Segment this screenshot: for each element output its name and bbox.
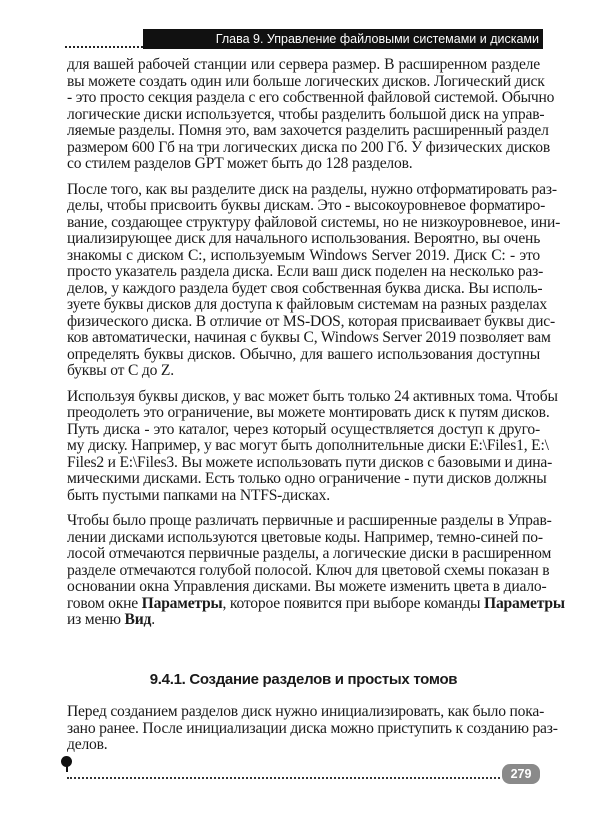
bold-term: Параметры xyxy=(484,594,565,612)
text-line: буквы от C до Z. xyxy=(67,362,174,379)
paragraph xyxy=(67,387,558,505)
section-heading: 9.4.1. Создание разделов и простых томов xyxy=(149,671,458,688)
text-line: циализирующее диск для начального использования. Вероятно, вы очень xyxy=(67,230,541,247)
text-line: логические диски используется, чтобы разделить большой диск на управ- xyxy=(67,105,545,123)
text-line: делы, чтобы присвоить буквы дискам. Это - высокоуровневое форматиро- xyxy=(67,197,546,214)
text-line: зуете буквы дисков для доступа к файловым системам на разных разделах xyxy=(67,296,547,313)
text-line: лосой отмечаются первичные разделы, а логические диски в расширенном xyxy=(67,545,552,562)
text-line: физического диска. В отличие от MS-DOS, которая присваивает буквы дис- xyxy=(67,312,556,330)
text-line: разделе отмечаются голубой полосой. Ключ для цветовой схемы показан в xyxy=(67,561,550,579)
text-span: , которое появится при выборе команды xyxy=(222,594,485,612)
text-line: Перед созданием разделов диск нужно инициализировать, как было пока- xyxy=(67,703,545,720)
text-line: быть пустыми папками на NTFS-дисках. xyxy=(67,486,330,504)
section-body-text xyxy=(67,703,558,763)
text-line xyxy=(67,594,565,613)
paragraph xyxy=(67,180,561,380)
text-line: зано ранее. После инициализации диска можно приступить к созданию раз- xyxy=(67,719,558,737)
page-number: 279 xyxy=(502,764,540,784)
text-line: - это просто секция раздела с его собственной файловой системой. Обычно xyxy=(67,89,555,106)
bullet-marker-icon xyxy=(61,756,72,767)
bold-term: Параметры xyxy=(141,594,223,612)
text-line: Чтобы было проще различать первичные и расширенные разделы в Управ- xyxy=(67,512,552,529)
paragraph xyxy=(67,512,565,629)
text-line: Files2 и E:\Files3. Вы можете использовать пути дисков с базовыми и дина- xyxy=(67,453,553,471)
text-line: вы можете создать один или больше логических дисков. Логический диск xyxy=(67,72,545,90)
text-line: лении дисками используются цветовые коды. Например, темно-синей по- xyxy=(67,528,543,546)
paragraph xyxy=(67,56,555,173)
header-dotted-rule xyxy=(65,46,143,48)
text-line: размером 600 Гб на три логических диска по 200 Гб. У физических дисков xyxy=(67,138,551,156)
text-line: Используя буквы дисков, у вас может быть только 24 активных тома. Чтобы xyxy=(67,387,558,405)
paragraph xyxy=(67,703,558,754)
text-span: говом окне xyxy=(67,594,142,612)
text-line: просто указатель раздела диска. Если ваш диск поделен на несколько раз- xyxy=(67,263,544,280)
text-line: делов. xyxy=(67,736,108,753)
text-line: делов, у каждого раздела будет своя собственная буква диска. Вы исполь- xyxy=(67,279,543,297)
text-line xyxy=(67,612,540,629)
text-line: определять буквы дисков. Обычно, для вашего использования доступны xyxy=(67,345,540,363)
text-line: ляемые разделы. Помня это, вам захочется разделить расширенный раздел xyxy=(67,122,549,139)
text-line: Путь диска - это каталог, через который осуществляется доступ к друго- xyxy=(67,420,540,438)
text-line: со стилем разделов GPT может быть до 128 разделов. xyxy=(67,155,413,172)
bold-term: Вид xyxy=(124,611,152,628)
text-line: основании окна Управления дисками. Вы можете изменить цвета в диало- xyxy=(67,578,547,595)
text-line: После того, как вы разделите диск на разделы, нужно отформатировать раз- xyxy=(67,180,557,198)
text-span: из меню xyxy=(67,611,125,628)
text-line: преодолеть это ограничение, вы можете монтировать диск к путям дисков. xyxy=(67,404,550,421)
text-line: му диску. Например, у вас могут быть дополнительные диски E:\Files1, E:\ xyxy=(67,437,549,454)
text-line: вание, создающее структуру файловой системы, но не низкоуровневое, ини- xyxy=(67,213,561,231)
text-line: ков автоматически, начиная с буквы C, Windows Server 2019 позволяет вам xyxy=(67,329,551,346)
text-line: знакомы с диском C:, используемым Windows Server 2019. Диск C: - это xyxy=(67,246,540,264)
footer-dotted-rule xyxy=(67,777,500,779)
text-line: мическими дисками. Есть только одно ограничение - пути дисков должны xyxy=(67,470,547,487)
running-header: Глава 9. Управление файловыми системами и дисками xyxy=(143,29,543,49)
body-text xyxy=(67,56,565,638)
text-line: для вашей рабочей станции или сервера размер. В расширенном разделе xyxy=(67,56,540,73)
text-span: . xyxy=(151,611,155,628)
